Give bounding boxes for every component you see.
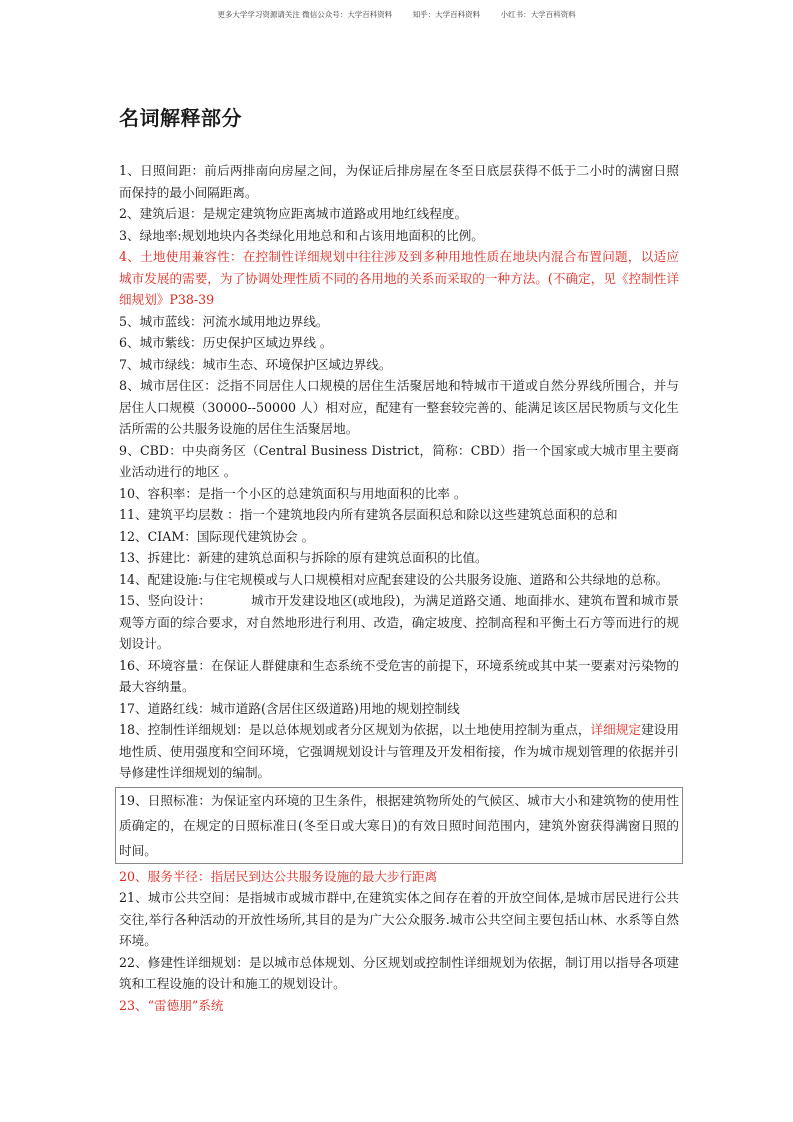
term-18-highlight: 详细规定: [590, 722, 642, 737]
term-8: 8、城市居住区：泛指不同居住人口规模的居住生活聚居地和特城市干道或自然分界线所围合，并与居住人口规模（30000--50000 人）相对应，配建有一整套较完善的、能满足该区居民物质与文化生活所需的公共服务设施的居住生活聚居地。: [119, 378, 679, 436]
term-1: 1、日照间距：前后两排南向房屋之间，为保证后排房屋在冬至日底层获得不低于二小时的满窗日照而保持的最小间隔距离。: [119, 163, 679, 200]
term-21: 21、城市公共空间：是指城市或城市群中,在建筑实体之间存在着的开放空间体,是城市居民进行公共交往,举行各种活动的开放性场所,其目的是为广大公众服务.城市公共空间主要包括山林、水系等自然环境。: [119, 890, 679, 948]
header-xiaohongshu: 小红书：大学百科资料: [500, 10, 576, 19]
header-zhihu: 知乎：大学百科资料: [412, 10, 481, 19]
term-18: [119, 719, 679, 784]
term-7: 7、城市绿线：城市生态、环境保护区域边界线。: [119, 356, 392, 372]
page-header: [0, 9, 793, 20]
term-18-part2: 建设用地性质、使用强度和空间环境，它强调规划设计与管理及开发相衔接，作为城市规划管理的依据并引导修建性详细规划的编制。: [119, 722, 680, 780]
term-9: 9、CBD：中央商务区（Central Business District，简称：CBD）指一个国家或大城市里主要商业活动进行的地区 。: [119, 442, 679, 479]
term-3: 3、绿地率:规划地块内各类绿化用地总和和占该用地面积的比例。: [119, 227, 484, 243]
term-15-body: 城市开发建设地区(或地段)，为满足道路交通、地面排水、建筑布置和城市景观等方面的综合要求，对自然地形进行利用、改造，确定坡度、控制高程和平衡土石方等而进行的规划设计。: [119, 593, 680, 651]
term-10: 10、容积率：是指一个小区的总建筑面积与用地面积的比率 。: [119, 485, 467, 501]
term-16: 16、环境容量：在保证人群健康和生态系统不受危害的前提下，环境系统或其中某一要素对污染物的最大容纳量。: [119, 657, 679, 694]
term-19: 19、日照标准：为保证室内环境的卫生条件，根据建筑物所处的气候区、城市大小和建筑物的使用性质确定的，在规定的日照标准日(冬至日或大寒日)的有效日照时间范围内，建筑外窗获得满窗日照的时间。: [119, 792, 679, 858]
term-15: [119, 590, 679, 655]
term-4: 4、土地使用兼容性：在控制性详细规划中往往涉及到多种用地性质在地块内混合布置问题，以适应城市发展的需要，为了协调处理性质不同的各用地的关系而采取的一种方法。(不确定，见《控制性详细规划》P38-39: [119, 249, 679, 307]
term-20: 20、服务半径：指居民到达公共服务设施的最大步行距离: [119, 868, 438, 884]
term-19-box: [115, 787, 683, 864]
term-5: 5、城市蓝线：河流水域用地边界线。: [119, 313, 329, 329]
terms-list: [119, 160, 679, 1016]
term-22: 22、修建性详细规划：是以城市总体规划、分区规划或控制性详细规划为依据，制订用以指导各项建筑和工程设施的设计和施工的规划设计。: [119, 954, 679, 991]
page-title: 名词解释部分: [119, 106, 242, 130]
header-wechat: 更多大学学习资源请关注 微信公众号：大学百科资料: [217, 10, 393, 19]
term-18-part1: 18、控制性详细规划：是以总体规划或者分区规划为依据，以土地使用控制为重点，: [119, 722, 591, 737]
term-2: 2、建筑后退：是规定建筑物应距离城市道路或用地红线程度。: [119, 206, 468, 221]
term-14: 14、配建设施:与住宅规模或与人口规模相对应配套建设的公共服务设施、道路和公共绿地的总称。: [119, 571, 669, 587]
term-11: 11、建筑平均层数 ：指一个建筑地段内所有建筑各层面积总和除以这些建筑总面积的总和: [119, 507, 618, 522]
term-6: 6、城市紫线：历史保护区域边界线 。: [119, 335, 333, 350]
term-15-label: 15、竖向设计：: [119, 593, 212, 608]
term-23: 23、“雷德朋”系统: [119, 997, 224, 1013]
term-17: 17、道路红线：城市道路(含居住区级道路)用地的规划控制线: [119, 700, 460, 716]
term-12: 12、CIAM：国际现代建筑协会 。: [119, 528, 315, 544]
term-13: 13、拆建比：新建的建筑总面积与拆除的原有建筑总面积的比值。: [119, 550, 488, 565]
